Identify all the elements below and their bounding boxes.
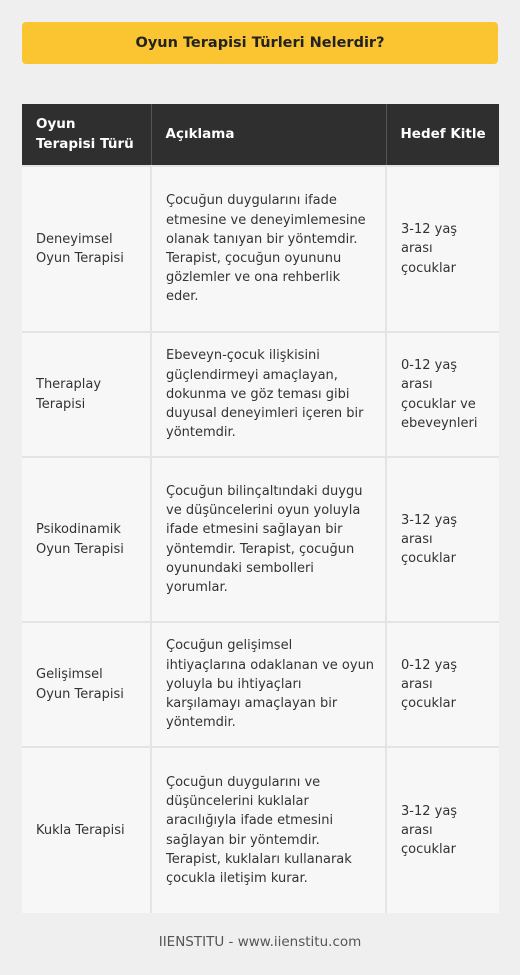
cell-description: Çocuğun duygularını ifade etmesine ve deneyimlemesine olanak tanıyan bir yöntemdir. Terapist, çocuğun oyununu gözlemler ve ona rehberlik eder. [151, 166, 386, 332]
table-row [22, 166, 499, 332]
therapy-types-table [22, 104, 499, 913]
cell-audience: 3-12 yaş arası çocuklar [386, 747, 499, 913]
cell-audience: 3-12 yaş arası çocuklar [386, 166, 499, 332]
header-description: Açıklama [151, 104, 386, 166]
page-title: Oyun Terapisi Türleri Nelerdir? [22, 22, 498, 64]
table-header-row [22, 104, 499, 166]
cell-audience: 0-12 yaş arası çocuklar [386, 622, 499, 747]
cell-type: Psikodinamik Oyun Terapisi [22, 457, 151, 622]
cell-audience: 0-12 yaş arası çocuklar ve ebeveynleri [386, 332, 499, 457]
table-row [22, 622, 499, 747]
cell-description: Çocuğun bilinçaltındaki duygu ve düşüncelerini oyun yoluyla ifade etmesini sağlayan bir yöntemdir. Terapist, çocuğun oyunundaki sembolleri yorumlar. [151, 457, 386, 622]
cell-audience: 3-12 yaş arası çocuklar [386, 457, 499, 622]
cell-type: Gelişimsel Oyun Terapisi [22, 622, 151, 747]
cell-description: Ebeveyn-çocuk ilişkisini güçlendirmeyi amaçlayan, dokunma ve göz teması gibi duyusal deneyimleri içeren bir yöntemdir. [151, 332, 386, 457]
cell-type: Kukla Terapisi [22, 747, 151, 913]
table-row [22, 332, 499, 457]
cell-description: Çocuğun gelişimsel ihtiyaçlarına odaklanan ve oyun yoluyla bu ihtiyaçları karşılamayı amaçlayan bir yöntemdir. [151, 622, 386, 747]
footer-credit: IIENSTITU - www.iienstitu.com [158, 934, 362, 950]
header-type: Oyun Terapisi Türü [22, 104, 151, 166]
table-row [22, 747, 499, 913]
cell-type: Theraplay Terapisi [22, 332, 151, 457]
cell-description: Çocuğun duygularını ve düşüncelerini kuklalar aracılığıyla ifade etmesini sağlayan bir yöntemdir. Terapist, kuklaları kullanarak çocukla iletişim kurar. [151, 747, 386, 913]
cell-type: Deneyimsel Oyun Terapisi [22, 166, 151, 332]
table-row [22, 457, 499, 622]
header-audience: Hedef Kitle [386, 104, 499, 166]
